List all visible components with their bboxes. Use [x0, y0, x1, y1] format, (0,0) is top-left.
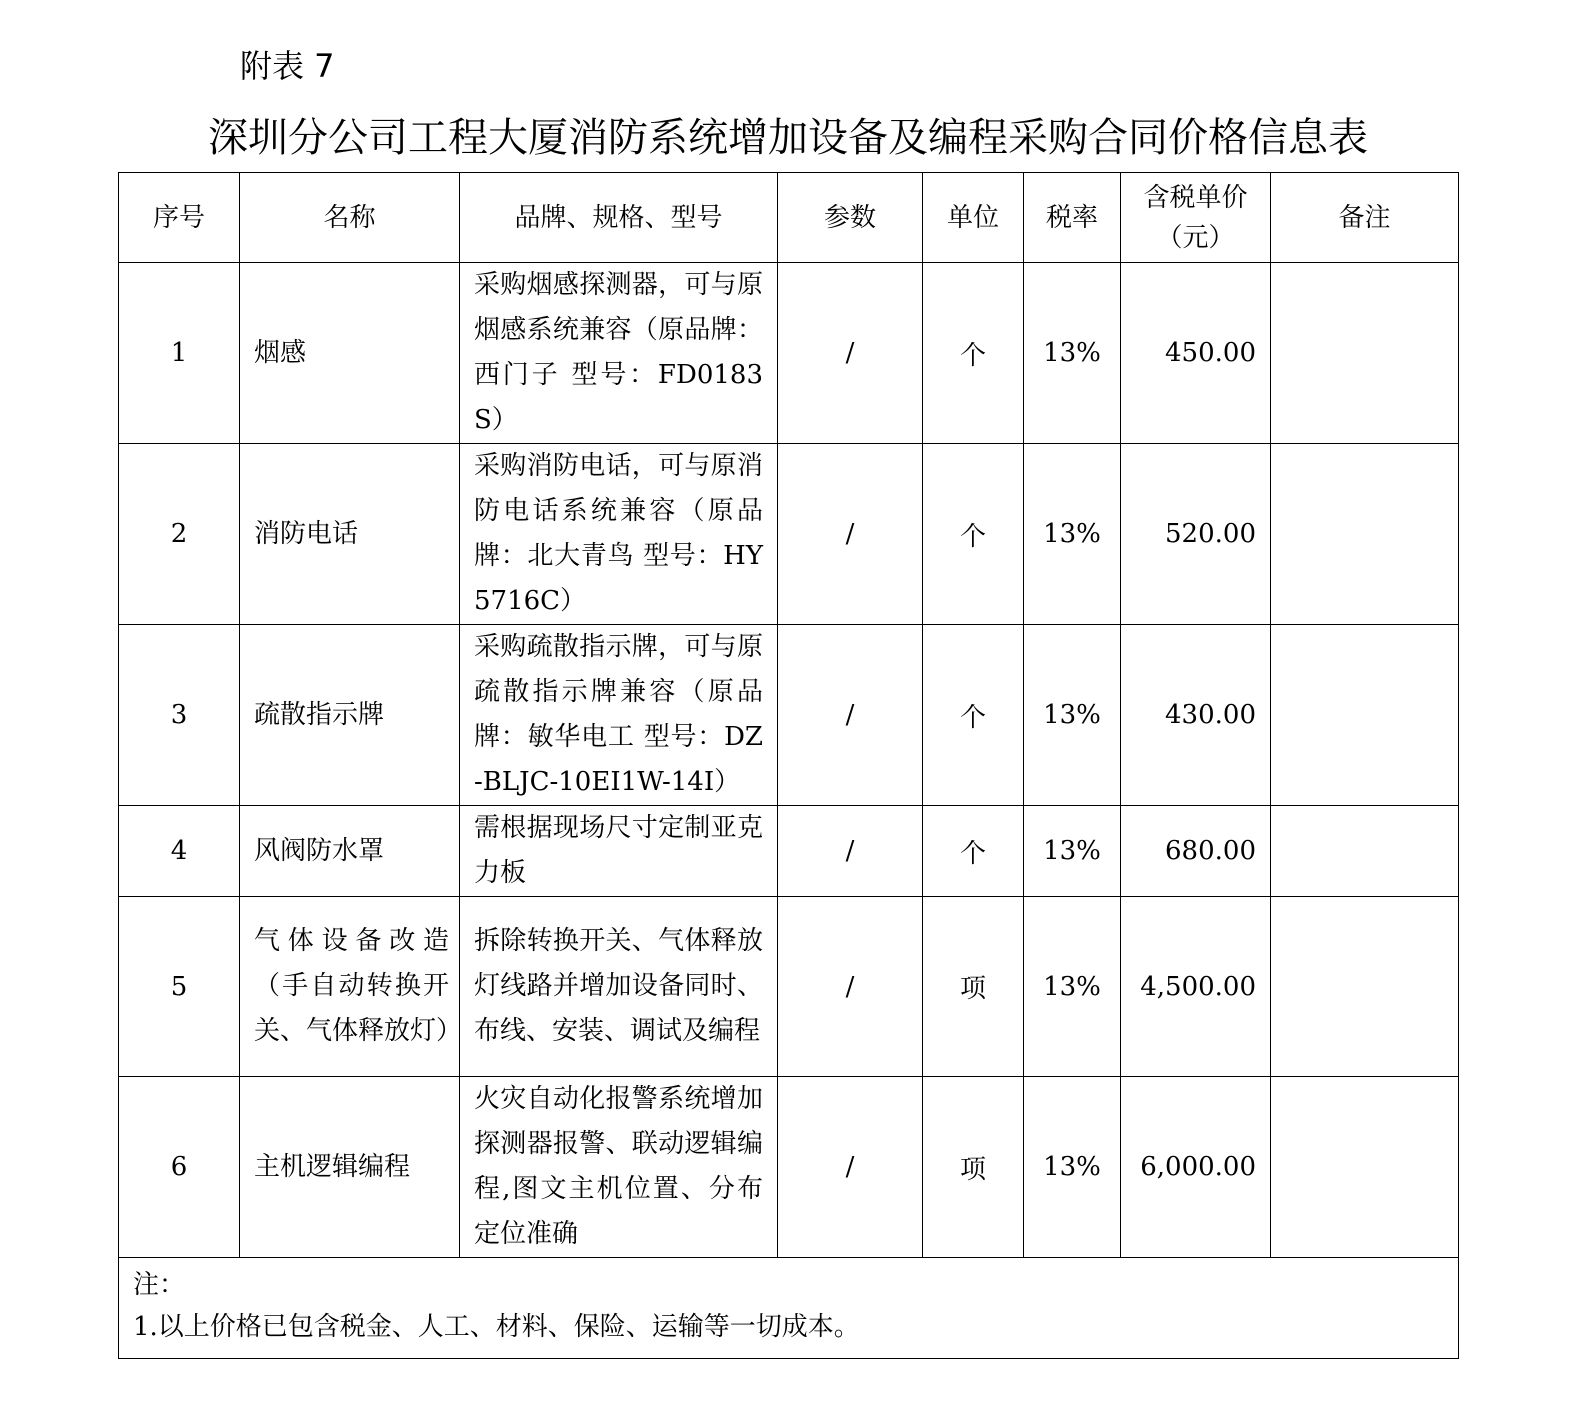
cell-params: /	[778, 897, 923, 1077]
cell-index: 6	[119, 1077, 240, 1258]
cell-params: /	[778, 625, 923, 806]
cell-price: 450.00	[1121, 263, 1271, 444]
cell-tax-rate: 13%	[1024, 1077, 1121, 1258]
header-name: 名称	[240, 173, 460, 263]
cell-index: 3	[119, 625, 240, 806]
cell-name: 主机逻辑编程	[240, 1077, 460, 1258]
cell-remarks	[1271, 263, 1459, 444]
cell-remarks	[1271, 444, 1459, 625]
cell-tax-rate: 13%	[1024, 263, 1121, 444]
table-row	[119, 1077, 1459, 1258]
cell-spec: 采购疏散指示牌，可与原疏散指示牌兼容（原品牌：敏华电工 型号：DZ-BLJC-10EI1W-14I）	[460, 625, 778, 806]
cell-params: /	[778, 444, 923, 625]
cell-spec: 需根据现场尺寸定制亚克力板	[460, 806, 778, 897]
header-tax-rate: 税率	[1024, 173, 1121, 263]
header-price-line1: 含税单价	[1143, 182, 1248, 213]
cell-params: /	[778, 806, 923, 897]
cell-name: 烟感	[240, 263, 460, 444]
cell-unit: 个	[923, 806, 1024, 897]
notes-label: 注：	[133, 1270, 186, 1300]
cell-price: 520.00	[1121, 444, 1271, 625]
cell-unit: 项	[923, 1077, 1024, 1258]
header-price-line2: （元）	[1156, 222, 1235, 253]
cell-spec: 火灾自动化报警系统增加探测器报警、联动逻辑编程,图文主机位置、分布定位准确	[460, 1077, 778, 1258]
cell-spec: 拆除转换开关、气体释放灯线路并增加设备同时、布线、安装、调试及编程	[460, 897, 778, 1077]
cell-remarks	[1271, 625, 1459, 806]
table-row	[119, 897, 1459, 1077]
cell-name: 消防电话	[240, 444, 460, 625]
cell-price: 680.00	[1121, 806, 1271, 897]
cell-index: 1	[119, 263, 240, 444]
cell-price: 430.00	[1121, 625, 1271, 806]
cell-unit: 项	[923, 897, 1024, 1077]
table-row	[119, 444, 1459, 625]
notes-line-1: 1.以上价格已包含税金、人工、材料、保险、运输等一切成本。	[133, 1312, 860, 1342]
cell-unit: 个	[923, 625, 1024, 806]
cell-spec: 采购消防电话，可与原消防电话系统兼容（原品牌：北大青鸟 型号：HY5716C）	[460, 444, 778, 625]
header-price	[1121, 173, 1271, 263]
cell-index: 2	[119, 444, 240, 625]
annex-label: 附表 7	[240, 47, 335, 85]
cell-name: 气体设备改造（手自动转换开关、气体释放灯）	[240, 897, 460, 1077]
cell-unit: 个	[923, 263, 1024, 444]
cell-price: 4,500.00	[1121, 897, 1271, 1077]
header-index: 序号	[119, 173, 240, 263]
cell-remarks	[1271, 806, 1459, 897]
cell-index: 4	[119, 806, 240, 897]
cell-price: 6,000.00	[1121, 1077, 1271, 1258]
header-remarks: 备注	[1271, 173, 1459, 263]
notes-cell	[119, 1258, 1459, 1359]
cell-index: 5	[119, 897, 240, 1077]
header-unit: 单位	[923, 173, 1024, 263]
table-row	[119, 625, 1459, 806]
table-row	[119, 806, 1459, 897]
header-spec: 品牌、规格、型号	[460, 173, 778, 263]
cell-tax-rate: 13%	[1024, 444, 1121, 625]
table-header-row	[119, 173, 1459, 263]
cell-name: 疏散指示牌	[240, 625, 460, 806]
price-info-table	[118, 172, 1459, 1359]
cell-spec: 采购烟感探测器，可与原烟感系统兼容（原品牌：西门子 型号：FD0183S）	[460, 263, 778, 444]
cell-unit: 个	[923, 444, 1024, 625]
notes-row	[119, 1258, 1459, 1359]
cell-tax-rate: 13%	[1024, 897, 1121, 1077]
document-title: 深圳分公司工程大厦消防系统增加设备及编程采购合同价格信息表	[208, 115, 1368, 161]
cell-params: /	[778, 1077, 923, 1258]
cell-tax-rate: 13%	[1024, 625, 1121, 806]
cell-tax-rate: 13%	[1024, 806, 1121, 897]
header-params: 参数	[778, 173, 923, 263]
cell-remarks	[1271, 897, 1459, 1077]
cell-name: 风阀防水罩	[240, 806, 460, 897]
cell-remarks	[1271, 1077, 1459, 1258]
cell-params: /	[778, 263, 923, 444]
table-row	[119, 263, 1459, 444]
